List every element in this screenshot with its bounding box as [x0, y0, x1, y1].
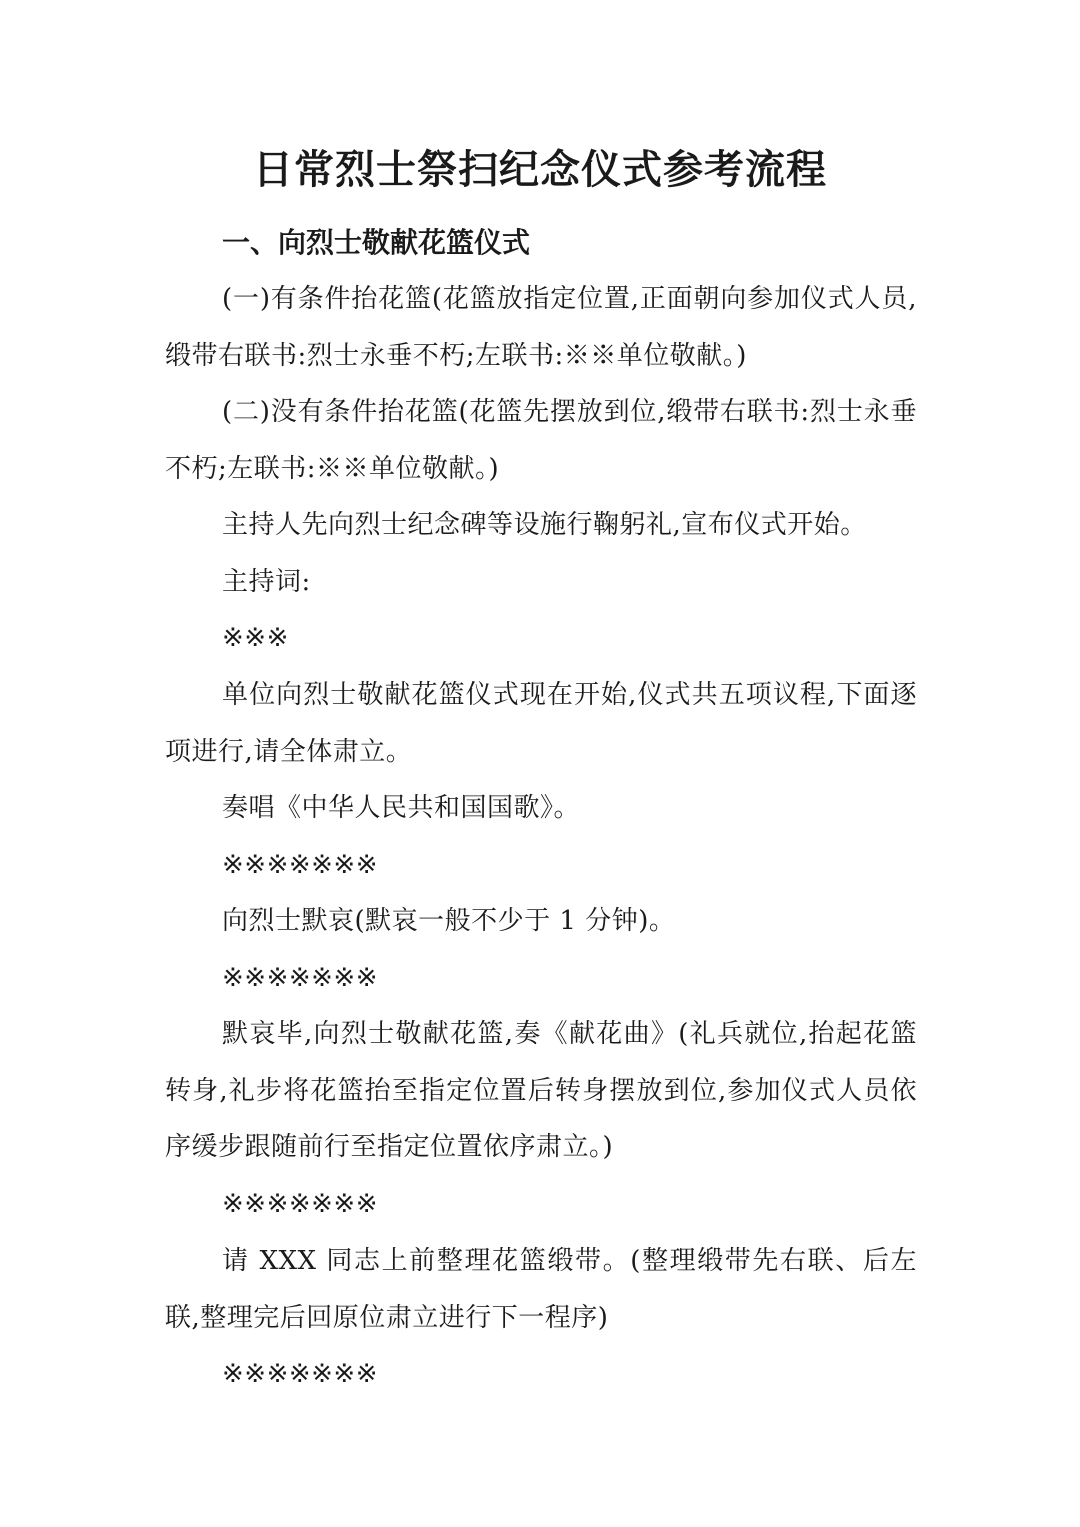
paragraph-option-one: (一)有条件抬花篮(花篮放指定位置,正面朝向参加仪式人员,缎带右联书:烈士永垂不朽;左联书:※※单位敬献。)	[165, 284, 917, 371]
paragraph-arrange-ribbon: 请 XXX 同志上前整理花篮缎带。(整理缎带先右联、后左联,整理完后回原位肃立进行下一程序)	[165, 1246, 917, 1333]
paragraph-host-bow: 主持人先向烈士纪念碑等设施行鞠躬礼,宣布仪式开始。	[222, 510, 867, 540]
placeholder-line: ※※※※※※※	[222, 1189, 378, 1219]
paragraph-ceremony-start: 单位向烈士敬献花篮仪式现在开始,仪式共五项议程,下面逐项进行,请全体肃立。	[165, 680, 917, 767]
placeholder-line: ※※※※※※※	[222, 963, 378, 993]
placeholder-line: ※※※※※※※	[222, 1359, 378, 1389]
paragraph-anthem: 奏唱《中华人民共和国国歌》。	[222, 793, 581, 823]
document-title: 日常烈士祭扫纪念仪式参考流程	[253, 146, 827, 193]
paragraph-present-basket: 默哀毕,向烈士敬献花篮,奏《献花曲》(礼兵就位,抬起花篮转身,礼步将花篮抬至指定位置后转身摆放到位,参加仪式人员依序缓步跟随前行至指定位置依序肃立。)	[165, 1019, 917, 1163]
paragraph-silence: 向烈士默哀(默哀一般不少于 1 分钟)。	[222, 906, 676, 936]
paragraph-host-script-label: 主持词:	[222, 567, 311, 597]
placeholder-line: ※※※※※※※	[222, 850, 378, 880]
section-heading: 一、向烈士敬献花篮仪式	[222, 226, 531, 259]
placeholder-line: ※※※	[222, 623, 289, 653]
paragraph-option-two: (二)没有条件抬花篮(花篮先摆放到位,缎带右联书:烈士永垂不朽;左联书:※※单位敬献。)	[165, 397, 917, 484]
